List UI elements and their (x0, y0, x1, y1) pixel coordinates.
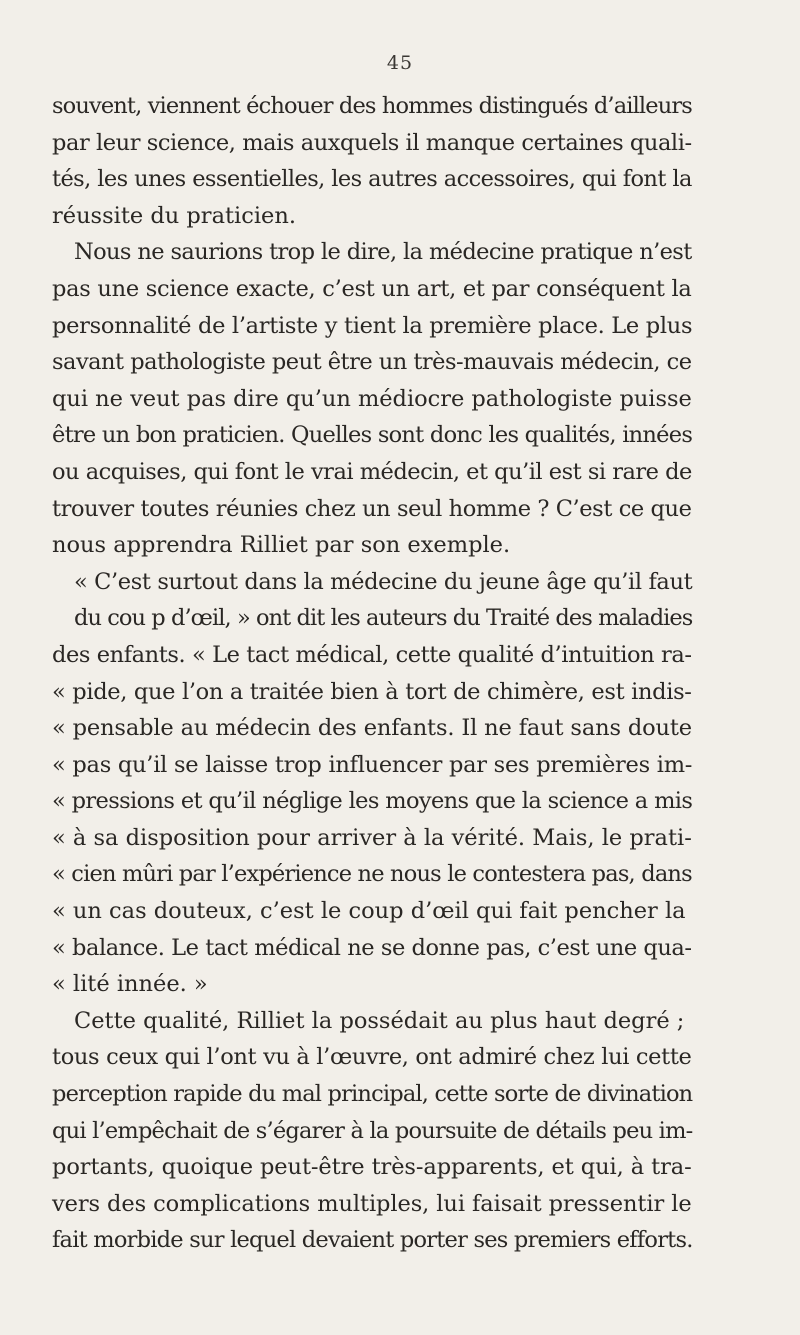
text-line: « lité innée. » (52, 971, 208, 998)
text-line: savant pathologiste peut être un très-mauvais médecin, ce (52, 349, 692, 376)
body-text (52, 88, 692, 1259)
text-line: « pas qu’il se laisse trop influencer par ses premières im- (52, 751, 693, 778)
text-line: « pide, que l’on a traitée bien à tort de chimère, est indis- (52, 678, 692, 705)
text-line: des enfants. « Le tact médical, cette qualité d’intuition ra- (52, 641, 692, 668)
text-line: « balance. Le tact médical ne se donne pas, c’est une qua- (52, 934, 692, 961)
text-line: « un cas douteux, c’est le coup d’œil qui fait pencher la (52, 898, 686, 925)
text-line: trouver toutes réunies chez un seul homme ? C’est ce que (52, 495, 692, 522)
text-line: « pressions et qu’il néglige les moyens que la science a mis (52, 788, 693, 815)
text-line: qui ne veut pas dire qu’un médiocre pathologiste puisse (52, 385, 692, 412)
text-line: Nous ne saurions trop le dire, la médecine pratique n’est (74, 239, 692, 266)
page-number: 45 (386, 52, 414, 74)
text-line: du cou p d’œil, » ont dit les auteurs du Traité des maladies (74, 605, 693, 632)
text-line: tous ceux qui l’ont vu à l’œuvre, ont admiré chez lui cette (52, 1044, 692, 1071)
text-line: portants, quoique peut-être très-apparents, et qui, à tra- (52, 1154, 692, 1181)
text-line: « à sa disposition pour arriver à la vérité. Mais, le prati- (52, 824, 692, 851)
text-line: « C’est surtout dans la médecine du jeune âge qu’il faut (74, 568, 693, 595)
text-line: tés, les unes essentielles, les autres accessoires, qui font la (52, 166, 692, 193)
text-line: réussite du praticien. (52, 202, 296, 229)
text-line: « pensable au médecin des enfants. Il ne faut sans doute (52, 715, 692, 742)
text-line: ou acquises, qui font le vrai médecin, et qu’il est si rare de (52, 458, 692, 485)
text-line: « cien mûri par l’expérience ne nous le contestera pas, dans (52, 861, 692, 888)
text-line: vers des complications multiples, lui faisait pressentir le (52, 1190, 692, 1217)
text-line: perception rapide du mal principal, cette sorte de divination (52, 1081, 693, 1108)
text-line: fait morbide sur lequel devaient porter ses premiers efforts. (52, 1227, 693, 1254)
text-line: qui l’empêchait de s’égarer à la poursuite de détails peu im- (52, 1117, 693, 1144)
text-line: pas une science exacte, c’est un art, et par conséquent la (52, 275, 692, 302)
text-line: par leur science, mais auxquels il manque certaines quali- (52, 129, 692, 156)
text-line: être un bon praticien. Quelles sont donc les qualités, innées (52, 422, 693, 449)
text-line: nous apprendra Rilliet par son exemple. (52, 532, 511, 559)
text-line: souvent, viennent échouer des hommes distingués d’ailleurs (52, 93, 692, 119)
text-line: Cette qualité, Rilliet la possédait au plus haut degré ; (74, 1007, 685, 1034)
text-line: personnalité de l’artiste y tient la première place. Le plus (52, 312, 693, 339)
